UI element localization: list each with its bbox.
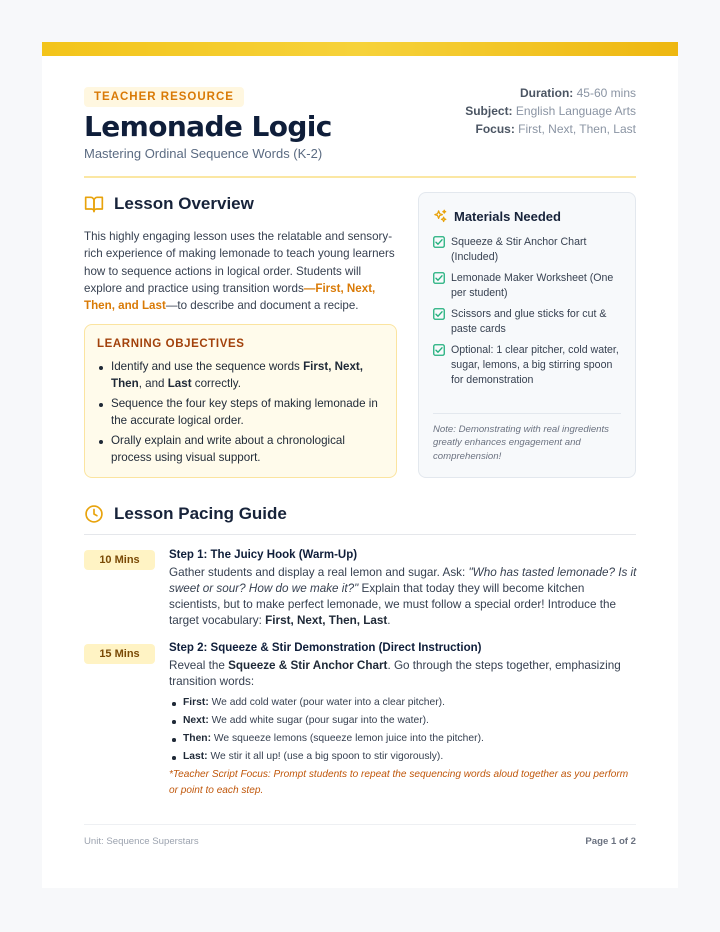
footer-unit: Unit: Sequence Superstars — [84, 836, 199, 847]
step-2 — [169, 642, 637, 798]
step-1-body: Gather students and display a real lemon and sugar. Ask: "Who has tasted lemonade? Is it sweet or sour? How do we make it?" Explain that today they will become kitchen scientists, but to make perfect lemonade, we must follow a special order! Introduce the target vocabulary: First, Next, Then, Last. — [169, 566, 637, 627]
materials-list — [433, 235, 623, 394]
meta-focus: Focus: First, Next, Then, Last — [475, 122, 636, 136]
step-2-sequence-list — [169, 694, 637, 766]
teacher-script-note: *Teacher Script Focus: Prompt students to repeat the sequencing words aloud together as you perform or point to each step. — [169, 769, 629, 796]
material-item: Squeeze & Stir Anchor Chart (Included) — [433, 235, 623, 265]
material-item: Scissors and glue sticks for cut & paste cards — [433, 307, 623, 337]
step-2-title: Step 2: Squeeze & Stir Demonstration (Direct Instruction) — [169, 642, 482, 654]
checkbox-checked-icon — [433, 308, 445, 320]
footer-page-number: Page 1 of 2 — [585, 836, 636, 847]
checkbox-checked-icon — [433, 236, 445, 248]
overview-paragraph: This highly engaging lesson uses the relatable and sensory-rich experience of making lemonade to teach young learners how to sequence actions in logical order. Students will explore and practice using transition words—First, Next, Then, and Last—to describe and document a recipe. — [84, 230, 395, 313]
book-open-icon — [84, 194, 104, 214]
page-subtitle: Mastering Ordinal Sequence Words (K-2) — [84, 146, 323, 161]
meta-subject: Subject: English Language Arts — [465, 104, 636, 118]
step-2-body: Reveal the Squeeze & Stir Anchor Chart. Go through the steps together, emphasizing transition words: — [169, 659, 621, 688]
top-accent-bar — [42, 42, 678, 56]
checkbox-checked-icon — [433, 344, 445, 356]
objectives-list — [97, 359, 387, 470]
material-item: Optional: 1 clear pitcher, cold water, sugar, lemons, a big stirring spoon for demonstration — [433, 343, 623, 388]
materials-note: Note: Demonstrating with real ingredients greatly enhances engagement and comprehension! — [433, 424, 609, 462]
sequence-item: First: We add cold water (pour water into a clear pitcher). — [169, 694, 637, 712]
materials-box — [418, 192, 636, 478]
material-item: Lemonade Maker Worksheet (One per student) — [433, 271, 623, 301]
sequence-item: Last: We stir it all up! (use a big spoon to stir vigorously). — [169, 748, 637, 766]
pacing-heading: Lesson Pacing Guide — [84, 504, 287, 524]
page-title: Lemonade Logic — [84, 110, 332, 143]
objective-item: Sequence the four key steps of making lemonade in the accurate logical order. — [97, 396, 387, 429]
resource-badge: TEACHER RESOURCE — [84, 87, 244, 107]
checkbox-checked-icon — [433, 272, 445, 284]
pacing-divider — [84, 534, 636, 535]
footer-divider — [84, 824, 636, 825]
clock-icon — [84, 504, 104, 524]
learning-objectives-box — [84, 324, 397, 478]
header-divider — [84, 176, 636, 178]
step-1-time-badge: 10 Mins — [84, 550, 155, 570]
objectives-heading: LEARNING OBJECTIVES — [97, 338, 245, 350]
sequence-item: Then: We squeeze lemons (squeeze lemon juice into the pitcher). — [169, 730, 637, 748]
lesson-meta — [465, 84, 636, 138]
meta-duration: Duration: 45-60 mins — [519, 86, 636, 100]
materials-divider — [433, 413, 621, 414]
objective-item: Orally explain and write about a chronological process using visual support. — [97, 433, 387, 466]
lesson-page — [42, 42, 678, 888]
step-1 — [169, 549, 637, 629]
step-1-title: Step 1: The Juicy Hook (Warm-Up) — [169, 549, 358, 561]
sparkles-icon — [433, 209, 448, 224]
step-2-time-badge: 15 Mins — [84, 644, 155, 664]
sequence-item: Next: We add white sugar (pour sugar into the water). — [169, 712, 637, 730]
materials-heading: Materials Needed — [433, 209, 561, 224]
overview-heading: Lesson Overview — [84, 194, 254, 214]
objective-item: Identify and use the sequence words First, Next, Then, and Last correctly. — [97, 359, 387, 392]
